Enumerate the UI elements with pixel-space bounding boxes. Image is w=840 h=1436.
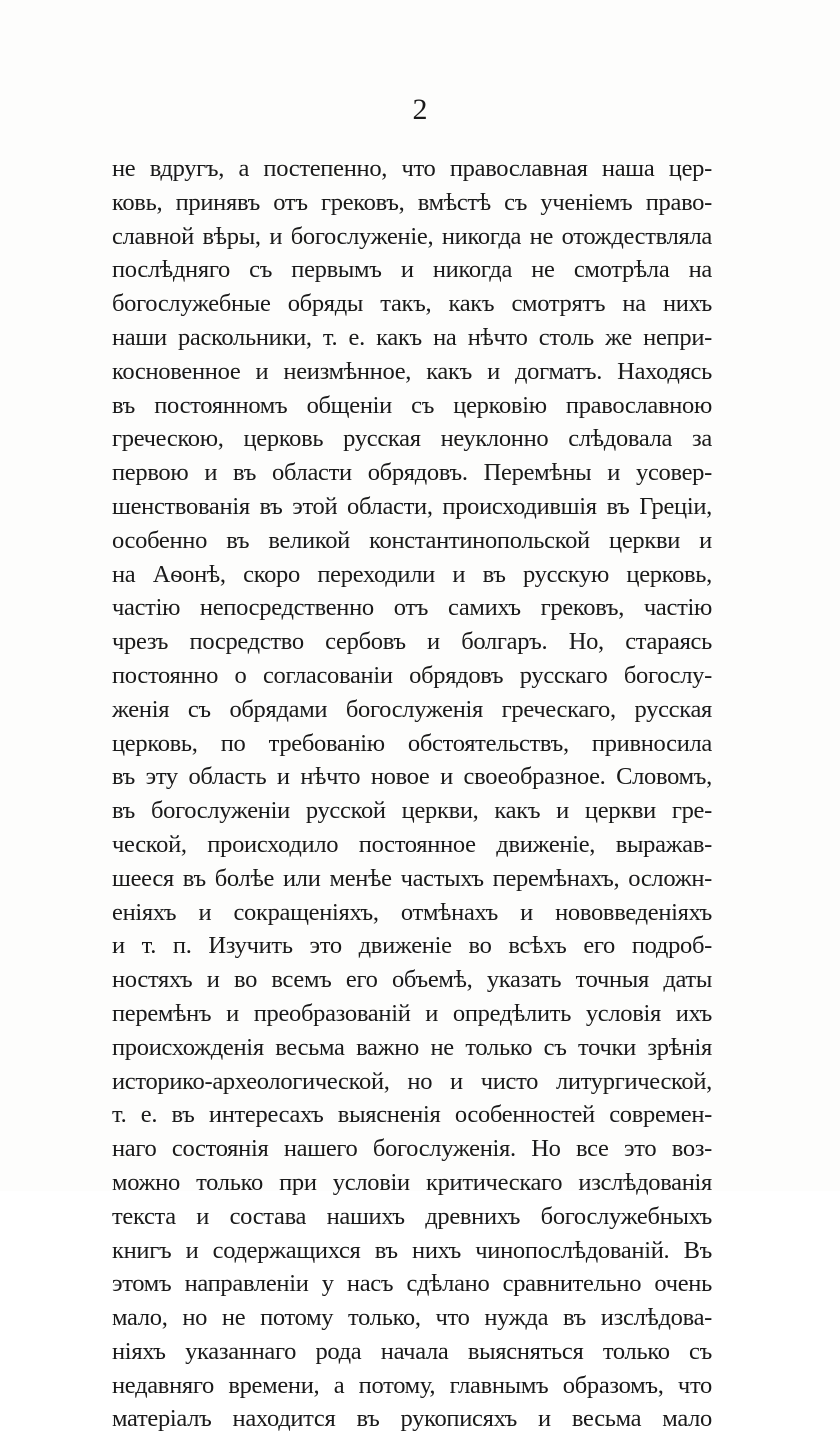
text-line: перемѣнъ и преобразованій и опредѣлить условія ихъ xyxy=(112,999,712,1027)
text-line: частію непосредственно отъ самихъ грековъ, частію xyxy=(112,594,712,622)
body-text xyxy=(112,152,712,1436)
text-line: книгъ и содержащихся въ нихъ чинопослѣдованій. Въ xyxy=(112,1236,712,1264)
text-line: и т. п. Изучить это движеніе во всѣхъ его подроб- xyxy=(112,932,712,960)
text-line: шенствованія въ этой области, происходившія въ Греціи, xyxy=(112,492,712,520)
text-line: косновенное и неизмѣнное, какъ и догматъ. Находясь xyxy=(112,357,712,385)
text-line: т. е. въ интересахъ выясненія особенностей современ- xyxy=(112,1101,712,1129)
text-line: текста и состава нашихъ древнихъ богослужебныхъ xyxy=(112,1202,712,1230)
text-line: ніяхъ указаннаго рода начала выясняться только съ xyxy=(112,1337,712,1365)
text-line: наши раскольники, т. е. какъ на нѣчто столь же непри- xyxy=(112,323,712,351)
text-line: послѣдняго съ первымъ и никогда не смотрѣла на xyxy=(112,256,712,284)
text-line: постоянно о согласованіи обрядовъ русскаго богослу- xyxy=(112,661,712,689)
text-line: наго состоянія нашего богослуженія. Но все это воз- xyxy=(112,1135,712,1163)
text-line: не вдругъ, а постепенно, что православная наша цер- xyxy=(112,155,712,182)
text-line: чрезъ посредство сербовъ и болгаръ. Но, стараясь xyxy=(112,628,712,656)
text-line: историко-археологической, но и чисто литургической, xyxy=(112,1067,712,1095)
text-line: ностяхъ и во всемъ его объемѣ, указать точныя даты xyxy=(112,966,712,994)
text-line: богослужебные обряды такъ, какъ смотрятъ на нихъ xyxy=(112,290,712,318)
text-line: происхожденія весьма важно не только съ точки зрѣнія xyxy=(112,1033,712,1061)
text-line: ковь, принявъ отъ грековъ, вмѣстѣ съ ученіемъ право- xyxy=(112,188,712,216)
text-line: на Аѳонѣ, скоро переходили и въ русскую церковь, xyxy=(112,560,712,588)
text-line: недавняго времени, а потому, главнымъ образомъ, что xyxy=(112,1371,712,1399)
text-line: греческою, церковь русская неуклонно слѣдовала за xyxy=(112,425,712,453)
page-number: 2 xyxy=(412,93,428,126)
text-line: церковь, по требованію обстоятельствъ, привносила xyxy=(112,729,712,757)
text-line: славной вѣры, и богослуженіе, никогда не отождествляла xyxy=(112,222,712,250)
text-line: можно только при условіи критическаго изслѣдованія xyxy=(112,1168,712,1196)
text-line: шееся въ болѣе или менѣе частыхъ перемѣнахъ, осложн- xyxy=(112,864,712,892)
text-line: матеріалъ находится въ рукописяхъ и весьма мало xyxy=(112,1405,712,1433)
text-line: особенно въ великой константинопольской церкви и xyxy=(112,526,712,554)
text-line: этомъ направленіи у насъ сдѣлано сравнительно очень xyxy=(112,1270,712,1298)
text-line: въ эту область и нѣчто новое и своеобразное. Словомъ, xyxy=(112,763,712,791)
text-line: мало, но не потому только, что нужда въ изслѣдова- xyxy=(112,1304,712,1332)
text-line: еніяхъ и сокращеніяхъ, отмѣнахъ и нововведеніяхъ xyxy=(112,898,712,926)
text-line: женія съ обрядами богослуженія греческаго, русская xyxy=(112,695,712,723)
text-line: въ богослуженіи русской церкви, какъ и церкви гре- xyxy=(112,797,712,825)
text-line: ческой, происходило постоянное движеніе, выражав- xyxy=(112,830,712,858)
text-line: первою и въ области обрядовъ. Перемѣны и усовер- xyxy=(112,459,712,487)
text-line: въ постоянномъ общеніи съ церковію православною xyxy=(112,391,712,419)
